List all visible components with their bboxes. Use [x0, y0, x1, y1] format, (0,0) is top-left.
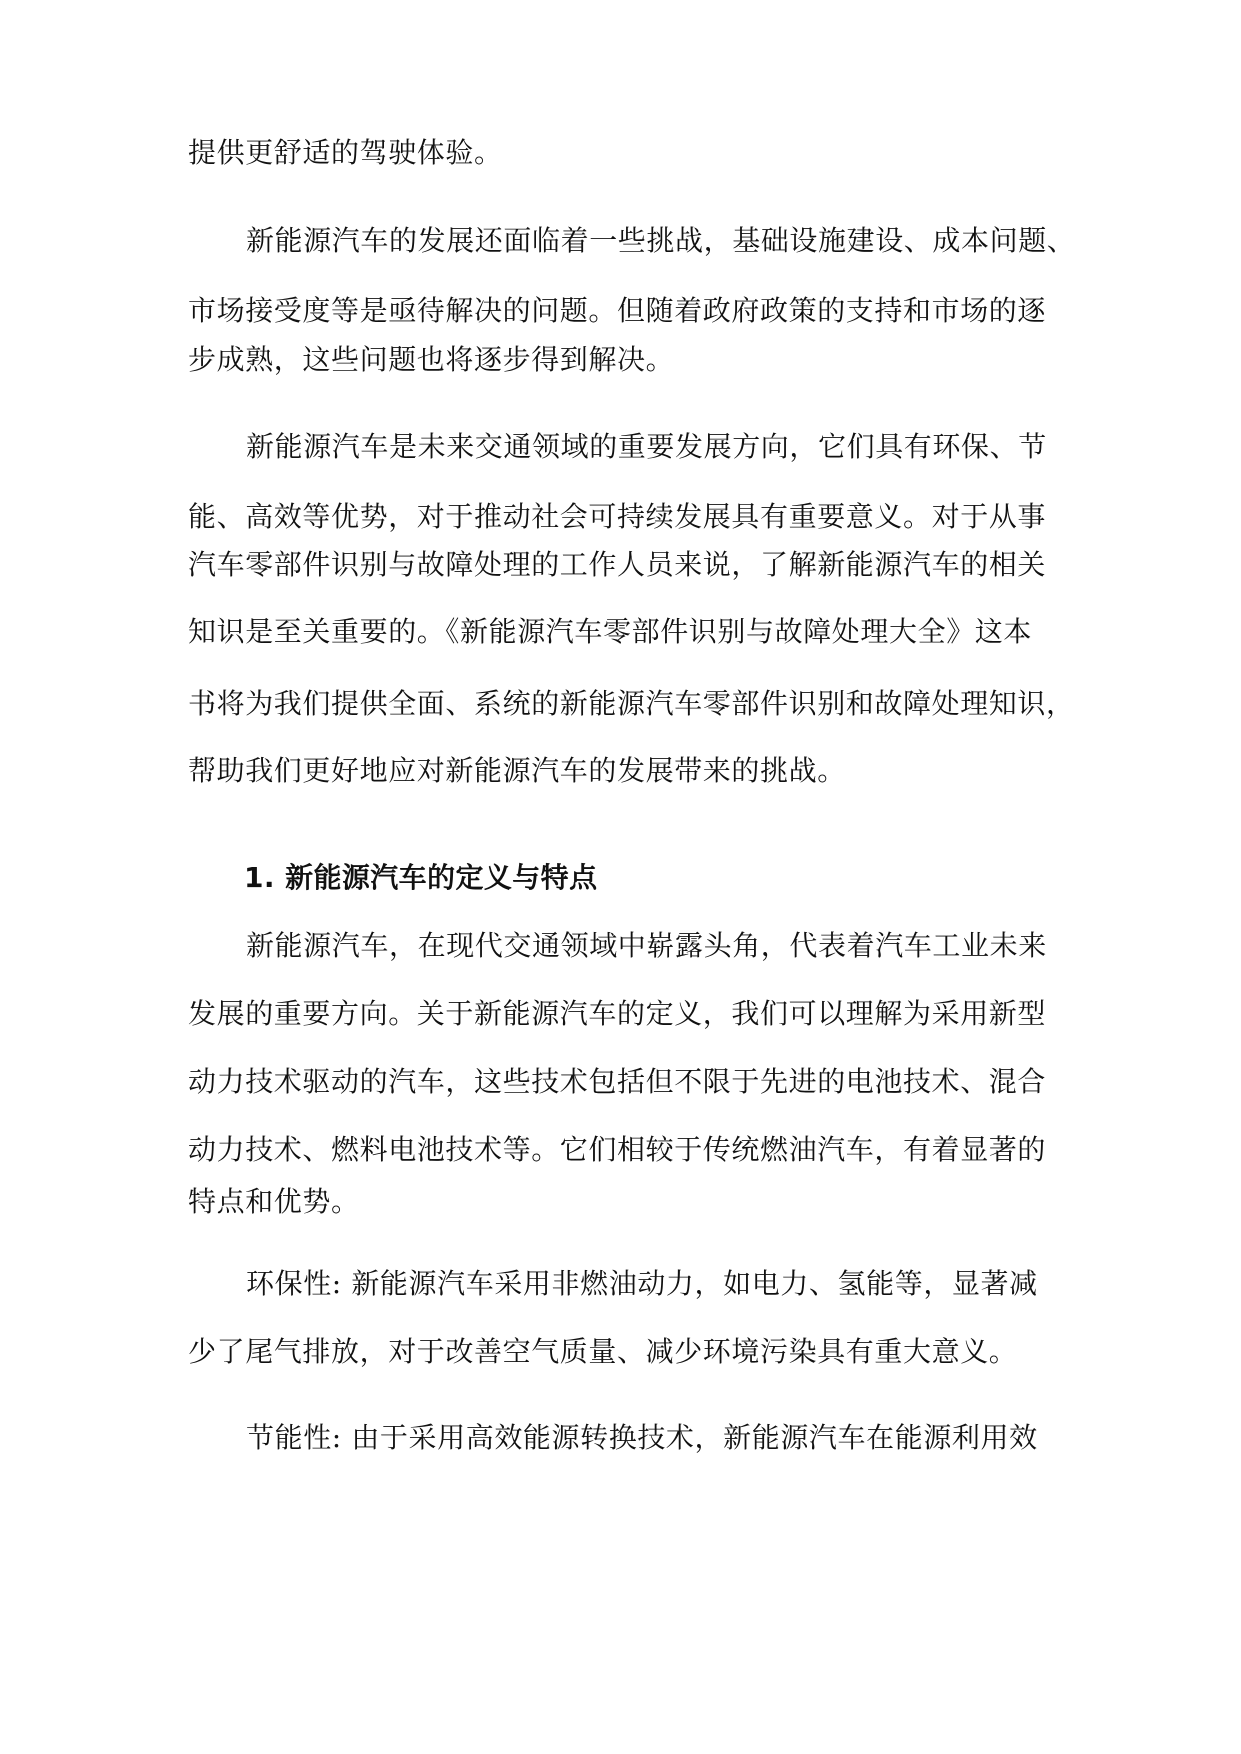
text-line: 市场接受度等是亟待解决的问题。但随着政府政策的支持和市场的逐 — [188, 294, 1047, 327]
text-line: 少了尾气排放，对于改善空气质量、减少环境污染具有重大意义。 — [188, 1335, 1018, 1368]
text-line: 节能性: 由于采用高效能源转换技术，新能源汽车在能源利用效 — [246, 1421, 1038, 1454]
text-line: 步成熟，这些问题也将逐步得到解决。 — [188, 343, 675, 376]
text-line: 动力技术驱动的汽车，这些技术包括但不限于先进的电池技术、混合 — [188, 1065, 1047, 1098]
text-line: 特点和优势。 — [188, 1185, 360, 1218]
text-line: 书将为我们提供全面、系统的新能源汽车零部件识别和故障处理知识， — [188, 687, 1075, 720]
text-line: 新能源汽车的发展还面临着一些挑战，基础设施建设、成本问题、 — [246, 224, 1076, 257]
text-line: 动力技术、燃料电池技术等。它们相较于传统燃油汽车，有着显著的 — [188, 1133, 1047, 1166]
text-line: 汽车零部件识别与故障处理的工作人员来说，了解新能源汽车的相关 — [188, 548, 1047, 581]
text-line: 知识是至关重要的。《新能源汽车零部件识别与故障处理大全》这本 — [188, 615, 1033, 648]
text-line: 能、高效等优势，对于推动社会可持续发展具有重要意义。对于从事 — [188, 500, 1047, 533]
text-line: 环保性: 新能源汽车采用非燃油动力，如电力、氢能等，显著减 — [246, 1267, 1038, 1300]
text-line: 提供更舒适的驾驶体验。 — [188, 136, 503, 169]
text-line: 新能源汽车，在现代交通领域中崭露头角，代表着汽车工业未来 — [246, 929, 1047, 962]
text-line: 帮助我们更好地应对新能源汽车的发展带来的挑战。 — [188, 754, 846, 787]
section-heading: 1. 新能源汽车的定义与特点 — [244, 861, 598, 894]
text-line: 发展的重要方向。关于新能源汽车的定义，我们可以理解为采用新型 — [188, 997, 1047, 1030]
text-line: 新能源汽车是未来交通领域的重要发展方向，它们具有环保、节 — [246, 430, 1047, 463]
